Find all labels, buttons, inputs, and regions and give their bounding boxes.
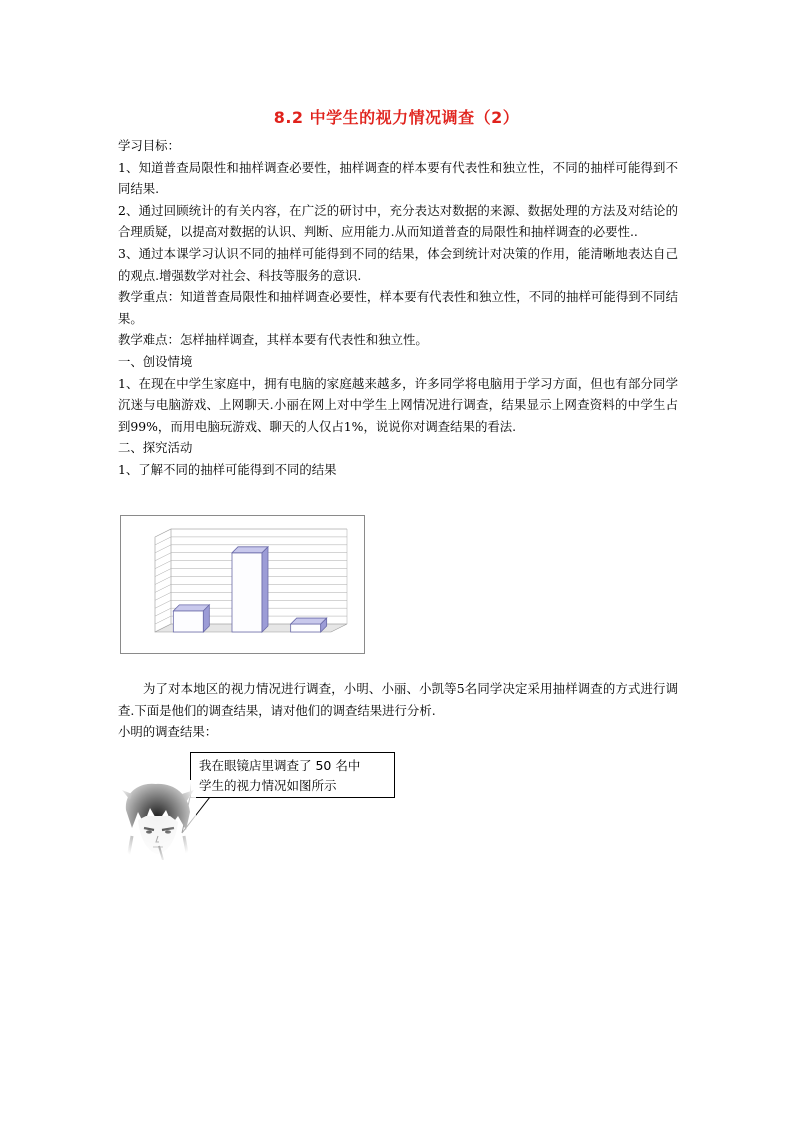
survey-intro-paragraph: 为了对本地区的视力情况进行调查，小明、小丽、小凯等5名同学决定采用抽样调查的方式进行调查.下面是他们的调查结果，请对他们的调查结果进行分析.	[118, 681, 678, 718]
objective-3: 3、通过本课学习认识不同的抽样可能得到不同的结果，体会到统计对决策的作用，能清晰地表达自己的观点.增强数学对社会、科技等服务的意识.	[118, 245, 678, 283]
teaching-difficulty: 教学难点：怎样抽样调查，其样本要有代表性和独立性。	[118, 332, 428, 348]
activity-1-heading: 1、了解不同的抽样可能得到不同的结果	[118, 461, 337, 477]
speech-bubble-line-1: 我在眼镜店里调查了 50 名中	[199, 758, 361, 773]
bar	[232, 553, 262, 632]
bar	[291, 624, 321, 632]
analysis-text	[118, 678, 678, 743]
bar-side	[262, 547, 268, 632]
student-avatar-image	[118, 780, 196, 860]
objectives-heading: 学习目标：	[118, 138, 180, 153]
bar-chart	[120, 515, 365, 654]
objective-2: 2、通过回顾统计的有关内容，在广泛的研讨中，充分表达对数据的来源、数据处理的方法及对结论的合理质疑，以提高对数据的认识、判断、应用能力.从而知道普查的局限性和抽样调查的必要性..	[118, 202, 678, 240]
speech-bubble-line-2: 学生的视力情况如图所示	[199, 778, 337, 793]
bar	[173, 611, 203, 632]
bar-chart-svg	[121, 516, 364, 653]
scenario-paragraph: 1、在现在中学生家庭中，拥有电脑的家庭越来越多，许多同学将电脑用于学习方面，但也有部分同学沉迷与电脑游戏、上网聊天.小丽在网上对中学生上网情况进行调查，结果显示上网查资料的中学生占到99%，而用电脑玩游戏、聊天的人仅占1%，说说你对调查结果的看法.	[118, 375, 678, 434]
teaching-focus: 教学重点：知道普查局限性和抽样调查必要性，样本要有代表性和独立性，不同的抽样可能得到不同结果。	[118, 289, 678, 326]
page-title: 8.2 中学生的视力情况调查（2）	[273, 108, 520, 127]
section-1-heading: 一、创设情境	[118, 353, 193, 369]
body-text	[118, 135, 678, 481]
xiaoming-result-label: 小明的调查结果：	[118, 724, 218, 740]
section-2-heading: 二、探究活动	[118, 440, 193, 456]
speech-bubble	[190, 752, 395, 798]
objective-1: 1、知道普查局限性和抽样调查必要性，抽样调查的样本要有代表性和独立性，不同的抽样可能得到不同结果.	[118, 159, 678, 197]
